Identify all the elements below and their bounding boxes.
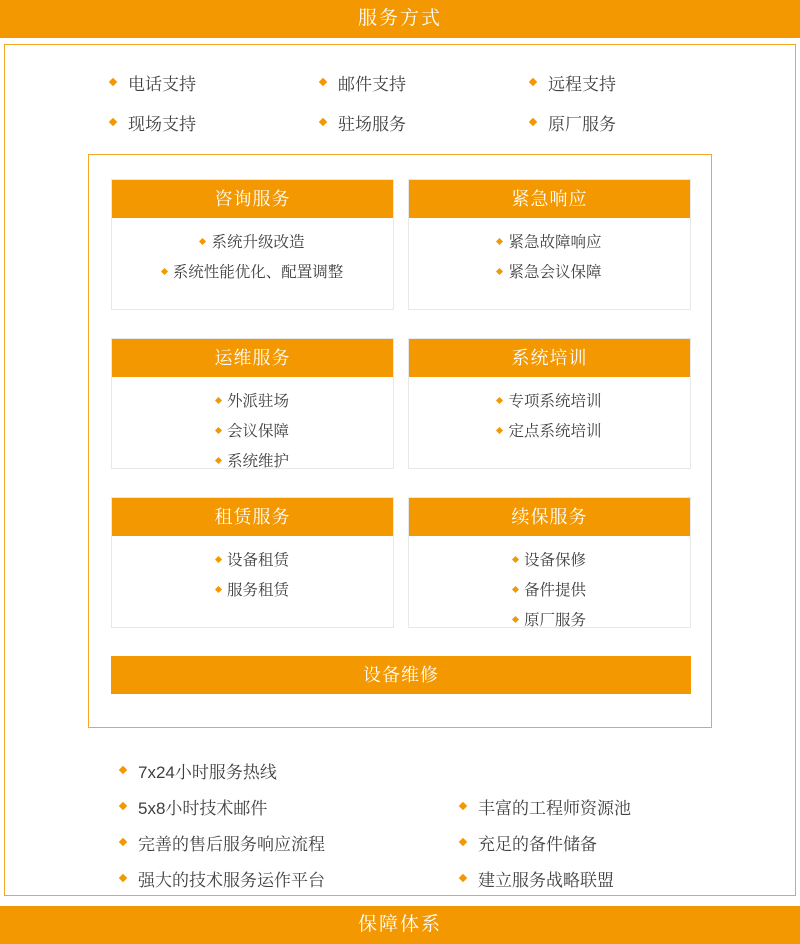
card-item bbox=[417, 387, 682, 417]
diamond-bullet-icon bbox=[459, 874, 467, 882]
card-body bbox=[409, 377, 690, 455]
service-method-item bbox=[110, 102, 320, 142]
diamond-bullet-icon bbox=[119, 766, 127, 774]
card-title: 咨询服务 bbox=[112, 180, 393, 218]
card-item-label: 会议保障 bbox=[226, 423, 289, 440]
card-item bbox=[120, 387, 385, 417]
guarantee-item bbox=[120, 824, 440, 860]
guarantee-item-label: 丰富的工程师资源池 bbox=[478, 798, 631, 818]
card-item-label: 服务租赁 bbox=[226, 582, 289, 599]
diamond-bullet-icon bbox=[496, 427, 503, 434]
diamond-bullet-icon bbox=[215, 556, 222, 563]
guarantee-item bbox=[120, 752, 440, 788]
guarantee-item-label: 建立服务战略联盟 bbox=[478, 870, 614, 890]
guarantee-item-label: 完善的售后服务响应流程 bbox=[138, 834, 325, 854]
card-emergency-response bbox=[408, 179, 691, 310]
guarantee-item-label: 7x24小时服务热线 bbox=[138, 762, 277, 782]
diamond-bullet-icon bbox=[119, 802, 127, 810]
diamond-bullet-icon bbox=[496, 397, 503, 404]
card-title: 系统培训 bbox=[409, 339, 690, 377]
diamond-bullet-icon bbox=[161, 268, 168, 275]
guarantee-item-label: 强大的技术服务运作平台 bbox=[138, 870, 325, 890]
card-item bbox=[120, 417, 385, 447]
card-title: 租赁服务 bbox=[112, 498, 393, 536]
card-body bbox=[112, 218, 393, 296]
card-body bbox=[112, 536, 393, 614]
card-body bbox=[112, 377, 393, 485]
frame-notch-left bbox=[5, 453, 15, 489]
card-item bbox=[417, 258, 682, 288]
guarantee-item-label: 5x8小时技术邮件 bbox=[138, 798, 268, 818]
card-operations-service bbox=[111, 338, 394, 469]
card-item-label: 原厂服务 bbox=[523, 612, 586, 629]
service-method-item bbox=[320, 102, 530, 142]
card-equipment-repair: 设备维修 bbox=[111, 656, 691, 694]
card-item-label: 专项系统培训 bbox=[508, 393, 602, 410]
diamond-bullet-icon bbox=[215, 397, 222, 404]
diamond-bullet-icon bbox=[512, 586, 519, 593]
diamond-bullet-icon bbox=[496, 238, 503, 245]
card-item bbox=[417, 546, 682, 576]
service-methods-list bbox=[110, 62, 710, 142]
diamond-bullet-icon bbox=[215, 586, 222, 593]
guarantee-list-left bbox=[120, 752, 440, 896]
card-item-label: 定点系统培训 bbox=[508, 423, 602, 440]
service-method-label: 原厂服务 bbox=[548, 114, 616, 134]
service-method-item bbox=[530, 102, 710, 142]
service-method-item bbox=[320, 62, 530, 102]
card-item bbox=[417, 228, 682, 258]
guarantee-item bbox=[460, 788, 760, 824]
card-item bbox=[417, 606, 682, 636]
card-warranty-renewal bbox=[408, 497, 691, 628]
frame-notch-right bbox=[785, 453, 795, 489]
diamond-bullet-icon bbox=[529, 78, 537, 86]
diamond-bullet-icon bbox=[512, 616, 519, 623]
card-item bbox=[120, 576, 385, 606]
diamond-bullet-icon bbox=[199, 238, 206, 245]
card-item bbox=[120, 546, 385, 576]
card-body bbox=[409, 218, 690, 296]
service-method-label: 现场支持 bbox=[128, 114, 196, 134]
diamond-bullet-icon bbox=[109, 118, 117, 126]
diamond-bullet-icon bbox=[459, 838, 467, 846]
card-consulting-service bbox=[111, 179, 394, 310]
guarantee-item bbox=[460, 860, 760, 896]
card-system-training bbox=[408, 338, 691, 469]
diamond-bullet-icon bbox=[529, 118, 537, 126]
card-item bbox=[417, 417, 682, 447]
card-title: 紧急响应 bbox=[409, 180, 690, 218]
diamond-bullet-icon bbox=[215, 427, 222, 434]
card-item bbox=[120, 258, 385, 288]
diamond-bullet-icon bbox=[459, 802, 467, 810]
card-item-label: 紧急故障响应 bbox=[508, 234, 602, 251]
diamond-bullet-icon bbox=[119, 838, 127, 846]
card-item-label: 系统维护 bbox=[226, 453, 289, 470]
card-item-label: 系统性能优化、配置调整 bbox=[172, 264, 344, 281]
diamond-bullet-icon bbox=[215, 457, 222, 464]
service-method-item bbox=[110, 62, 320, 102]
card-item bbox=[417, 576, 682, 606]
card-item-label: 外派驻场 bbox=[226, 393, 289, 410]
guarantee-item bbox=[120, 788, 440, 824]
diamond-bullet-icon bbox=[319, 78, 327, 86]
card-item bbox=[120, 228, 385, 258]
diamond-bullet-icon bbox=[109, 78, 117, 86]
guarantee-item bbox=[120, 860, 440, 896]
diamond-bullet-icon bbox=[496, 268, 503, 275]
guarantee-list-right bbox=[460, 788, 760, 896]
card-item-label: 系统升级改造 bbox=[211, 234, 305, 251]
card-item-label: 设备租赁 bbox=[226, 552, 289, 569]
card-rental-service bbox=[111, 497, 394, 628]
card-body bbox=[409, 536, 690, 644]
service-method-label: 驻场服务 bbox=[338, 114, 406, 134]
guarantee-item-label: 充足的备件储备 bbox=[478, 834, 597, 854]
service-method-item bbox=[530, 62, 710, 102]
service-method-label: 电话支持 bbox=[128, 74, 196, 94]
service-method-label: 远程支持 bbox=[548, 74, 616, 94]
card-item-label: 设备保修 bbox=[523, 552, 586, 569]
page-title-guarantee-system: 保障体系 bbox=[0, 906, 800, 944]
services-panel bbox=[88, 154, 712, 728]
diamond-bullet-icon bbox=[319, 118, 327, 126]
card-title: 运维服务 bbox=[112, 339, 393, 377]
diamond-bullet-icon bbox=[512, 556, 519, 563]
service-method-label: 邮件支持 bbox=[338, 74, 406, 94]
page-title-service-methods: 服务方式 bbox=[0, 0, 800, 38]
card-item-label: 备件提供 bbox=[523, 582, 586, 599]
card-item-label: 紧急会议保障 bbox=[508, 264, 602, 281]
card-item bbox=[120, 447, 385, 477]
card-title: 续保服务 bbox=[409, 498, 690, 536]
guarantee-item bbox=[460, 824, 760, 860]
diamond-bullet-icon bbox=[119, 874, 127, 882]
